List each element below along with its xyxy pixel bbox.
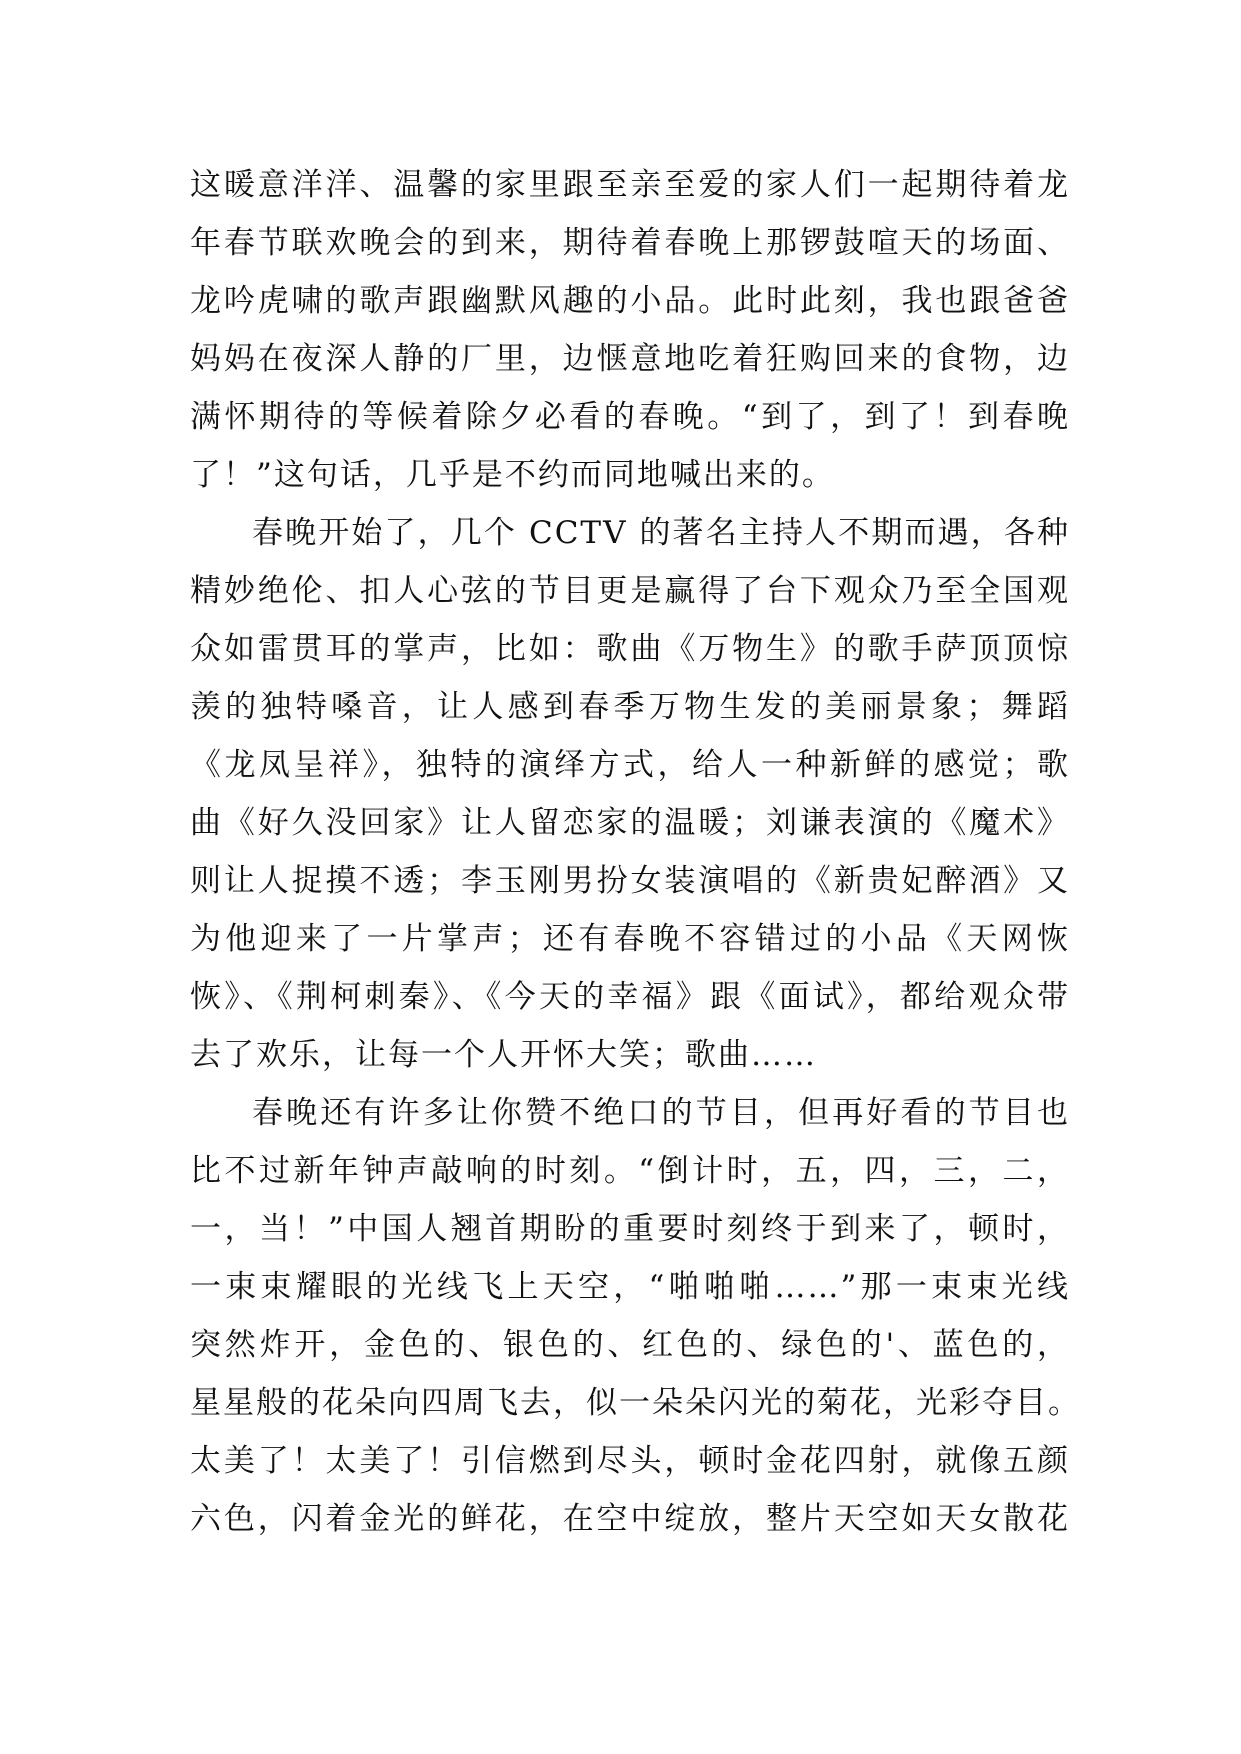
text-line: 妈妈在夜深人静的厂里，边惬意地吃着狂购回来的食物，边 [190,341,1070,377]
text-line: 太美了！太美了！引信燃到尽头，顿时金花四射，就像五颜 [190,1443,1070,1479]
text-line: 则让人捉摸不透；李玉刚男扮女装演唱的《新贵妃醉酒》又 [190,863,1070,899]
text-line: 这暖意洋洋、温馨的家里跟至亲至爱的家人们一起期待着龙 [190,167,1070,203]
text-line: 曲《好久没回家》让人留恋家的温暖；刘谦表演的《魔术》 [190,805,1070,841]
text-line: 六色，闪着金光的鲜花，在空中绽放，整片天空如天女散花 [190,1501,1070,1537]
paragraph-first-line: 春晚开始了，几个 CCTV 的著名主持人不期而遇，各种 [252,515,1070,551]
text-line: 羡的独特嗓音，让人感到春季万物生发的美丽景象；舞蹈 [190,689,1070,725]
text-line: 精妙绝伦、扣人心弦的节目更是赢得了台下观众乃至全国观 [190,573,1070,609]
document-body [190,156,1081,1548]
text-line: 《龙凤呈祥》，独特的演绎方式，给人一种新鲜的感觉；歌 [190,747,1070,783]
text-line: 为他迎来了一片掌声；还有春晚不容错过的小品《天网恢 [190,921,1070,957]
text-line: 比不过新年钟声敲响的时刻。“倒计时，五，四，三，二， [190,1153,1070,1189]
text-line: 了！”这句话，几乎是不约而同地喊出来的。 [190,457,835,493]
text-line: 一束束耀眼的光线飞上天空，“啪啪啪……”那一束束光线 [190,1269,1070,1305]
text-line: 去了欢乐，让每一个人开怀大笑；歌曲…… [190,1037,817,1073]
text-line: 年春节联欢晚会的到来，期待着春晚上那锣鼓喧天的场面、 [190,225,1070,261]
text-line: 一，当！”中国人翘首期盼的重要时刻终于到来了，顿时， [190,1211,1070,1247]
text-line: 众如雷贯耳的掌声，比如：歌曲《万物生》的歌手萨顶顶惊 [190,631,1070,667]
text-line: 恢》、《荆柯刺秦》、《今天的幸福》跟《面试》，都给观众带 [190,979,1070,1015]
paragraph-first-line: 春晚还有许多让你赞不绝口的节目，但再好看的节目也 [252,1095,1070,1131]
text-line: 满怀期待的等候着除夕必看的春晚。“到了，到了！到春晚 [190,399,1070,435]
text-line: 龙吟虎啸的歌声跟幽默风趣的小品。此时此刻，我也跟爸爸 [190,283,1070,319]
text-line: 星星般的花朵向四周飞去，似一朵朵闪光的菊花，光彩夺目。 [190,1385,1081,1421]
text-line: 突然炸开，金色的、银色的、红色的、绿色的'、蓝色的， [190,1327,1070,1363]
